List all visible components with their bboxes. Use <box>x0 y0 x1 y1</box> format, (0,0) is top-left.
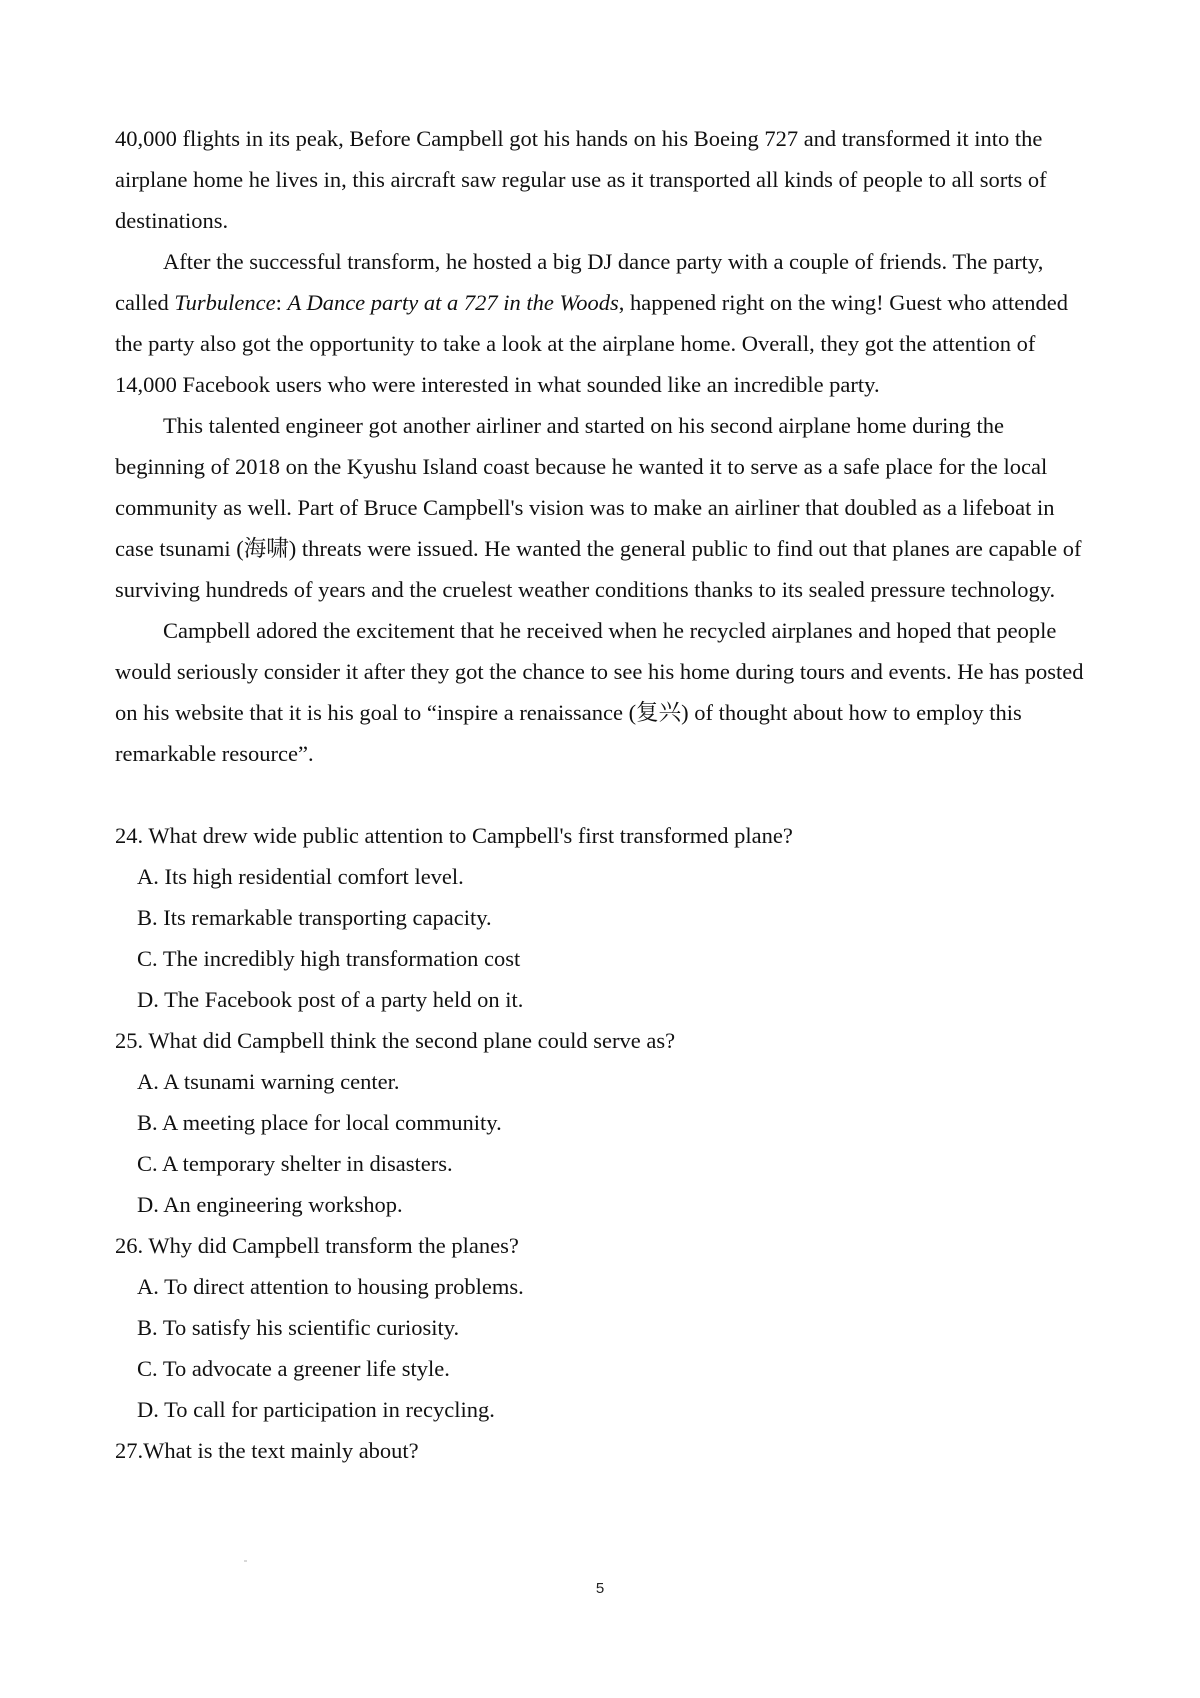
paragraph-2-text-end: , happened right on the wing! Guest who attended the party also got the opportunity to take a look at the airplane home. Overall, they got the attention of 14,000 Facebook users who were interested in what sounded like an incredible party. <box>115 290 1068 397</box>
party-title-colon: : <box>275 290 288 315</box>
question-27 <box>115 1430 1095 1471</box>
party-subtitle-italic: A Dance party at a 727 in the Woods <box>287 290 619 315</box>
question-24 <box>115 815 1095 1020</box>
question-stem: 26. Why did Campbell transform the planes? <box>115 1233 519 1258</box>
document-page <box>115 118 1095 1471</box>
answer-option-b: B. To satisfy his scientific curiosity. <box>137 1315 460 1340</box>
answer-option-d: D. An engineering workshop. <box>137 1192 403 1217</box>
answer-option-a: A. A tsunami warning center. <box>137 1069 400 1094</box>
question-list <box>115 815 1095 1471</box>
answer-option-c: C. A temporary shelter in disasters. <box>137 1151 453 1176</box>
answer-option-d: D. The Facebook post of a party held on it. <box>137 987 524 1012</box>
answer-option-a: A. Its high residential comfort level. <box>137 864 464 889</box>
scan-speck <box>244 1560 247 1562</box>
question-stem: 27.What is the text mainly about? <box>115 1438 419 1463</box>
party-title-italic: Turbulence <box>174 290 276 315</box>
reading-passage <box>115 118 1095 774</box>
answer-option-d: D. To call for participation in recycling. <box>137 1397 495 1422</box>
answer-option-b: B. A meeting place for local community. <box>137 1110 502 1135</box>
question-stem: 25. What did Campbell think the second plane could serve as? <box>115 1028 676 1053</box>
passage-paragraph-3: This talented engineer got another airliner and started on his second airplane home during the beginning of 2018 on the Kyushu Island coast because he wanted it to serve as a safe place for the local community as well. Part of Bruce Campbell's vision was to make an airliner that doubled as a lifeboat in case tsunami (海啸) threats were issued. He wanted the general public to find out that planes are capable of surviving hundreds of years and the cruelest weather conditions thanks to its sealed pressure technology. <box>115 413 1082 602</box>
question-25 <box>115 1020 1095 1225</box>
answer-option-b: B. Its remarkable transporting capacity. <box>137 905 492 930</box>
passage-paragraph-1: 40,000 flights in its peak, Before Campbell got his hands on his Boeing 727 and transformed it into the airplane home he lives in, this aircraft saw regular use as it transported all kinds of people to all sorts of destinations. <box>115 126 1047 233</box>
passage-paragraph-4: Campbell adored the excitement that he received when he recycled airplanes and hoped that people would seriously consider it after they got the chance to see his home during tours and events. He has posted on his website that it is his goal to “inspire a renaissance (复兴) of thought about how to employ this remarkable resource”. <box>115 618 1084 766</box>
answer-option-a: A. To direct attention to housing problems. <box>137 1274 524 1299</box>
answer-option-c: C. To advocate a greener life style. <box>137 1356 450 1381</box>
question-stem: 24. What drew wide public attention to Campbell's first transformed plane? <box>115 823 793 848</box>
paragraph-2-text-start: After the successful transform, he hosted a big DJ dance party with a couple of friends. The party, called <box>115 249 1044 315</box>
question-26 <box>115 1225 1095 1430</box>
passage-paragraph-2 <box>115 241 1095 405</box>
page-number: 5 <box>595 1580 605 1597</box>
answer-option-c: C. The incredibly high transformation cost <box>137 946 521 971</box>
